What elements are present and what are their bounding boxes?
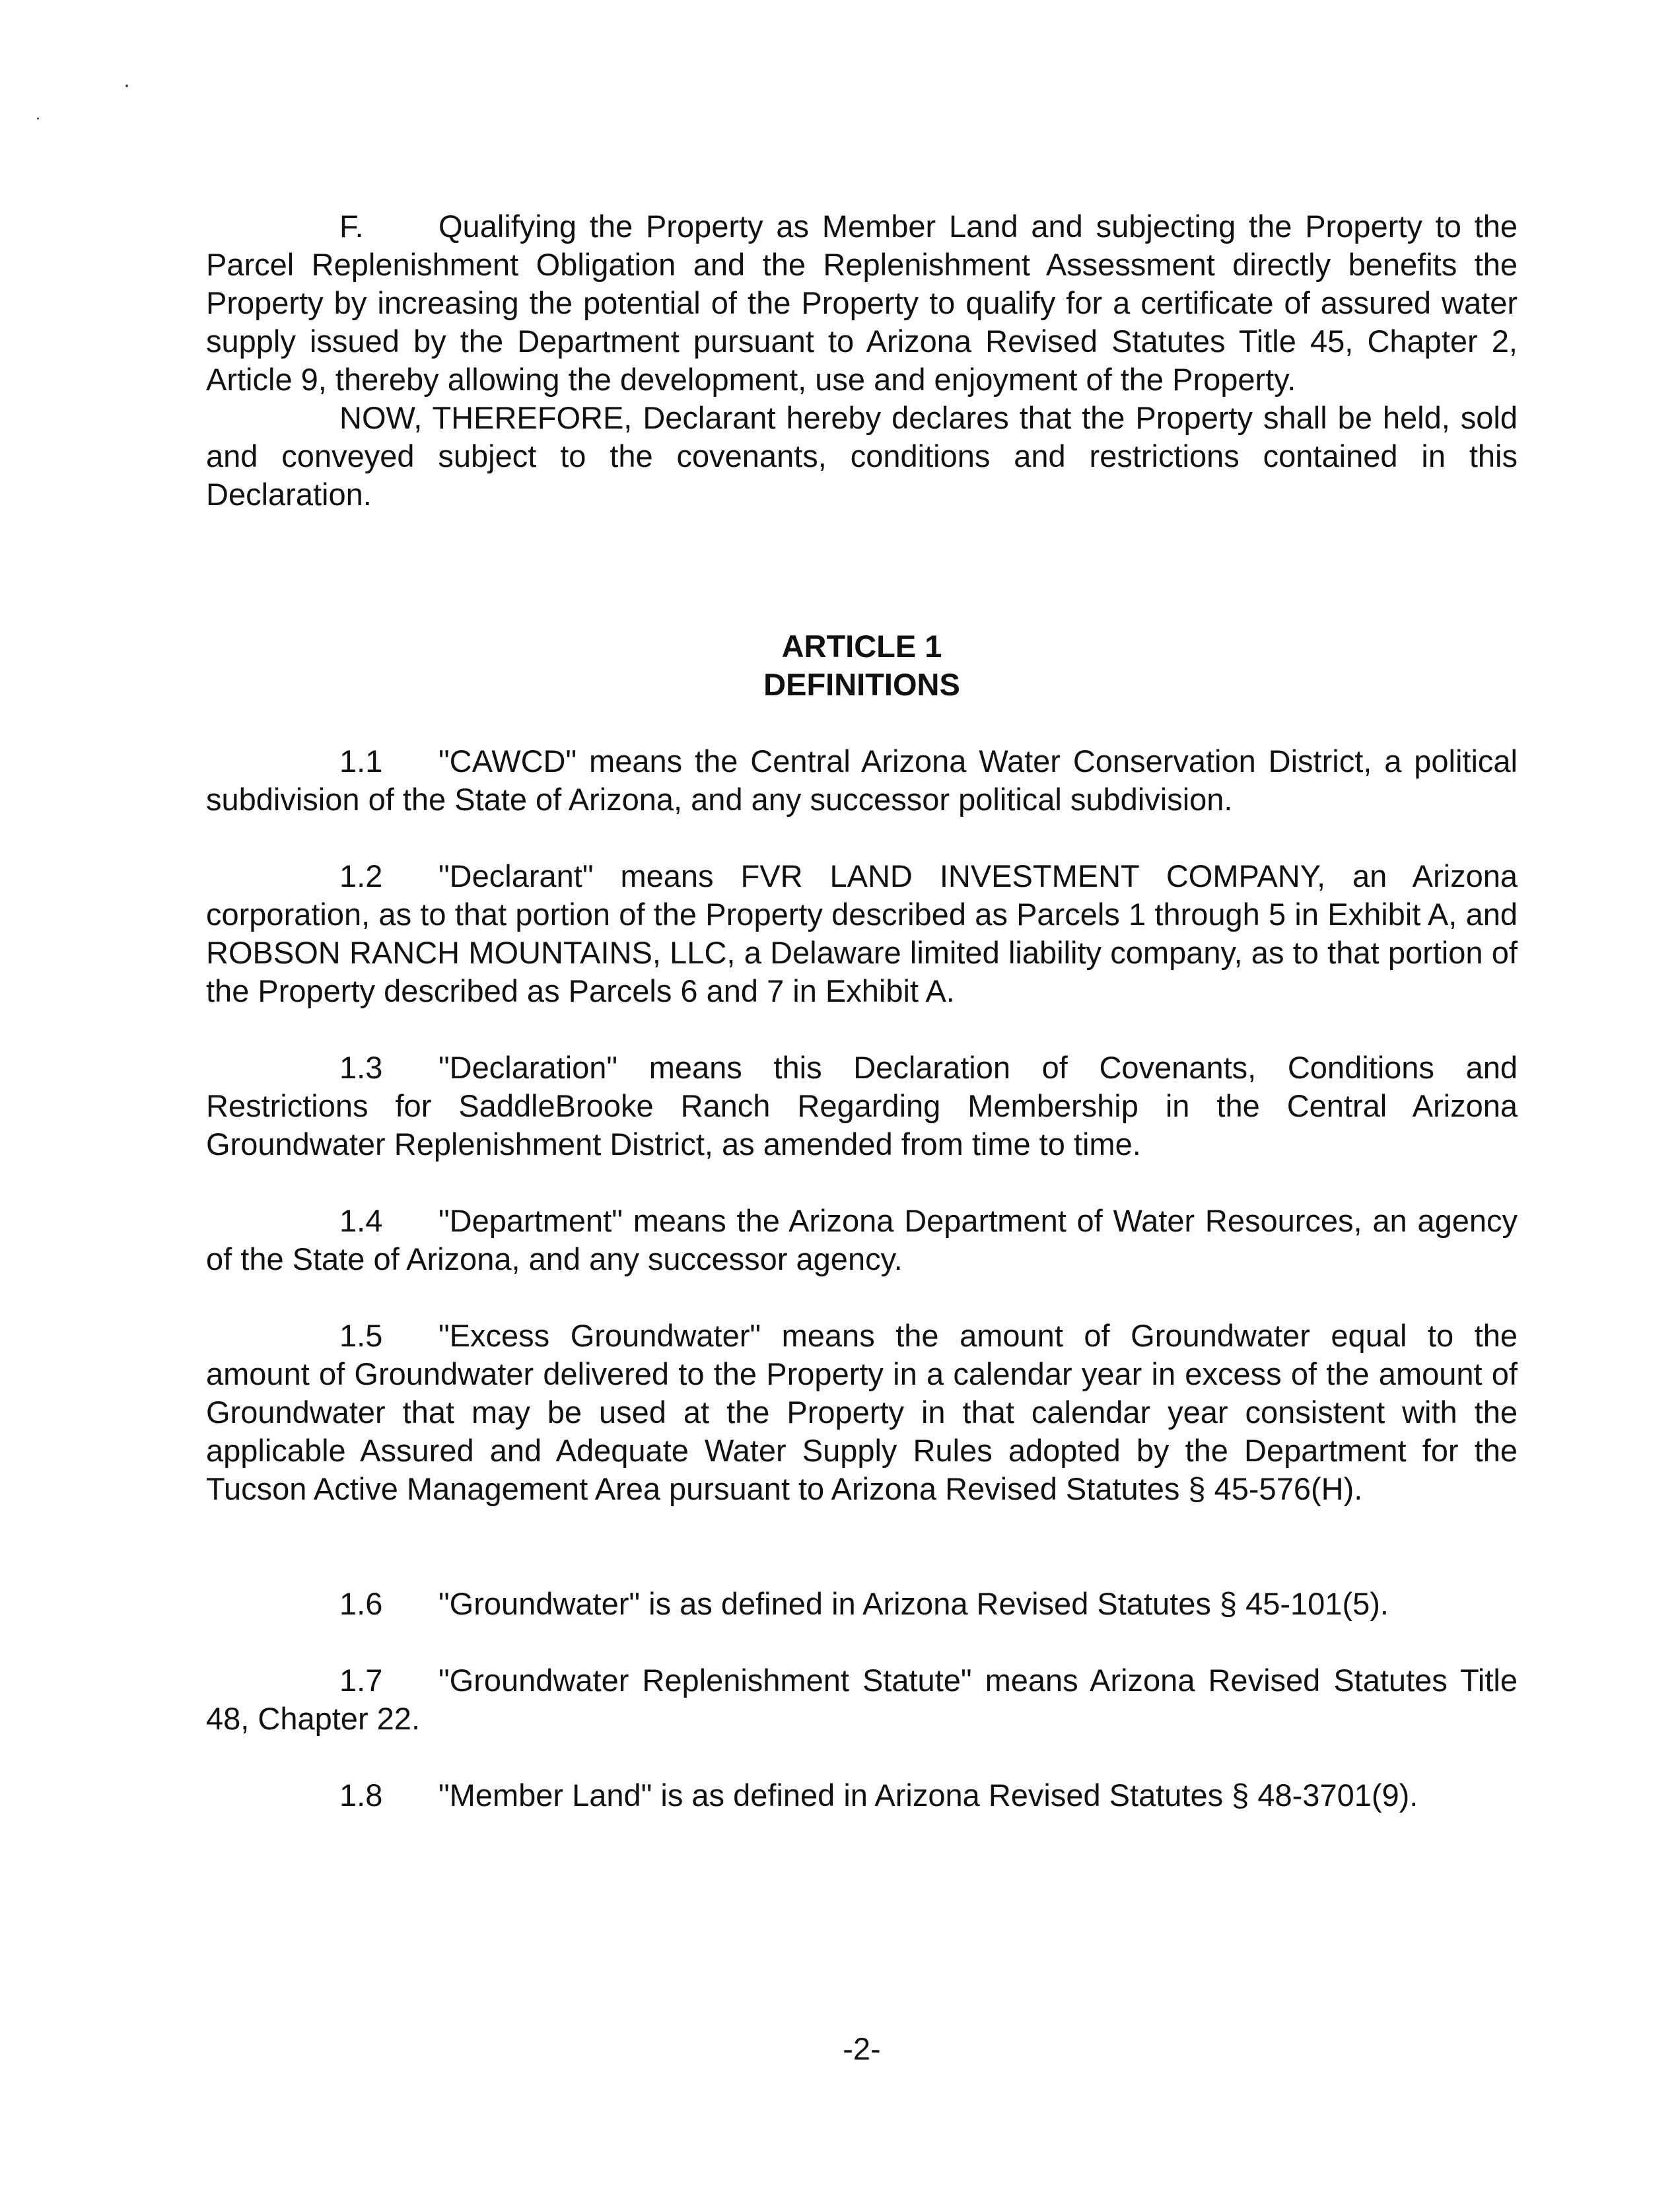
definition-1-7 xyxy=(206,1661,1518,1738)
definition-number: 1.4 xyxy=(339,1203,383,1238)
definition-text: "Excess Groundwater" means the amount of Groundwater equal to the amount of Groundwater delivered to the Property in a calendar year in excess of the amount of Groundwater that may be used at the Property in that calendar year consistent with the applicable Assured and Adequate Water Supply Rules adopted by the Department for the Tucson Active Management Area pursuant to Arizona Revised Statutes § 45-576(H). xyxy=(206,1318,1518,1506)
scan-speck xyxy=(37,118,39,120)
recital-f-paragraph xyxy=(206,207,1518,399)
recital-f-label: F. xyxy=(339,209,364,244)
definition-number: 1.2 xyxy=(339,858,383,893)
definition-number: 1.1 xyxy=(339,744,383,779)
scan-speck xyxy=(125,85,128,87)
definition-1-8 xyxy=(206,1776,1518,1815)
page-number: -2- xyxy=(843,2031,881,2066)
definition-text: "Declarant" means FVR LAND INVESTMENT COMPANY, an Arizona corporation, as to that portion of the Property described as Parcels 1 through 5 in Exhibit A, and ROBSON RANCH MOUNTAINS, LLC, a Delaware limited liability company, as to that portion of the Property described as Parcels 6 and 7 in Exhibit A. xyxy=(206,858,1518,1008)
definition-number: 1.6 xyxy=(339,1586,383,1621)
definition-text: "Member Land" is as defined in Arizona Revised Statutes § 48-3701(9). xyxy=(438,1778,1418,1813)
definition-text: "Groundwater" is as defined in Arizona Revised Statutes § 45-101(5). xyxy=(438,1586,1389,1621)
definition-1-2 xyxy=(206,857,1518,1010)
definition-1-4 xyxy=(206,1202,1518,1278)
definition-number: 1.8 xyxy=(339,1778,383,1813)
definition-1-1 xyxy=(206,742,1518,819)
definition-text: "CAWCD" means the Central Arizona Water Conservation District, a political subdivision of the State of Arizona, and any successor political subdivision. xyxy=(206,744,1518,817)
definition-text: "Declaration" means this Declaration of Covenants, Conditions and Restrictions for SaddleBrooke Ranch Regarding Membership in the Central Arizona Groundwater Replenishment District, as amended from time to time. xyxy=(206,1050,1518,1162)
article-subtitle: DEFINITIONS xyxy=(763,667,960,702)
definition-1-5 xyxy=(206,1317,1518,1508)
now-therefore-paragraph: NOW, THEREFORE, Declarant hereby declares that the Property shall be held, sold and conveyed subject to the covenants, conditions and restrictions contained in this Declaration. xyxy=(206,400,1518,512)
definition-number: 1.7 xyxy=(339,1663,383,1698)
definition-1-6 xyxy=(206,1585,1518,1623)
recital-f-text: Qualifying the Property as Member Land and subjecting the Property to the Parcel Replenishment Obligation and the Replenishment Assessment directly benefits the Property by increasing the potential of the Property to qualify for a certificate of assured water supply issued by the Department pursuant to Arizona Revised Statutes Title 45, Chapter 2, Article 9, thereby allowing the development, use and enjoyment of the Property. xyxy=(206,209,1518,397)
definition-text: "Groundwater Replenishment Statute" means Arizona Revised Statutes Title 48, Chapter 22. xyxy=(206,1663,1518,1736)
article-title: ARTICLE 1 xyxy=(781,629,942,664)
definition-number: 1.5 xyxy=(339,1318,383,1353)
definition-1-3 xyxy=(206,1049,1518,1163)
definition-text: "Department" means the Arizona Department of Water Resources, an agency of the State of Arizona, and any successor agency. xyxy=(206,1203,1518,1276)
definition-number: 1.3 xyxy=(339,1050,383,1085)
